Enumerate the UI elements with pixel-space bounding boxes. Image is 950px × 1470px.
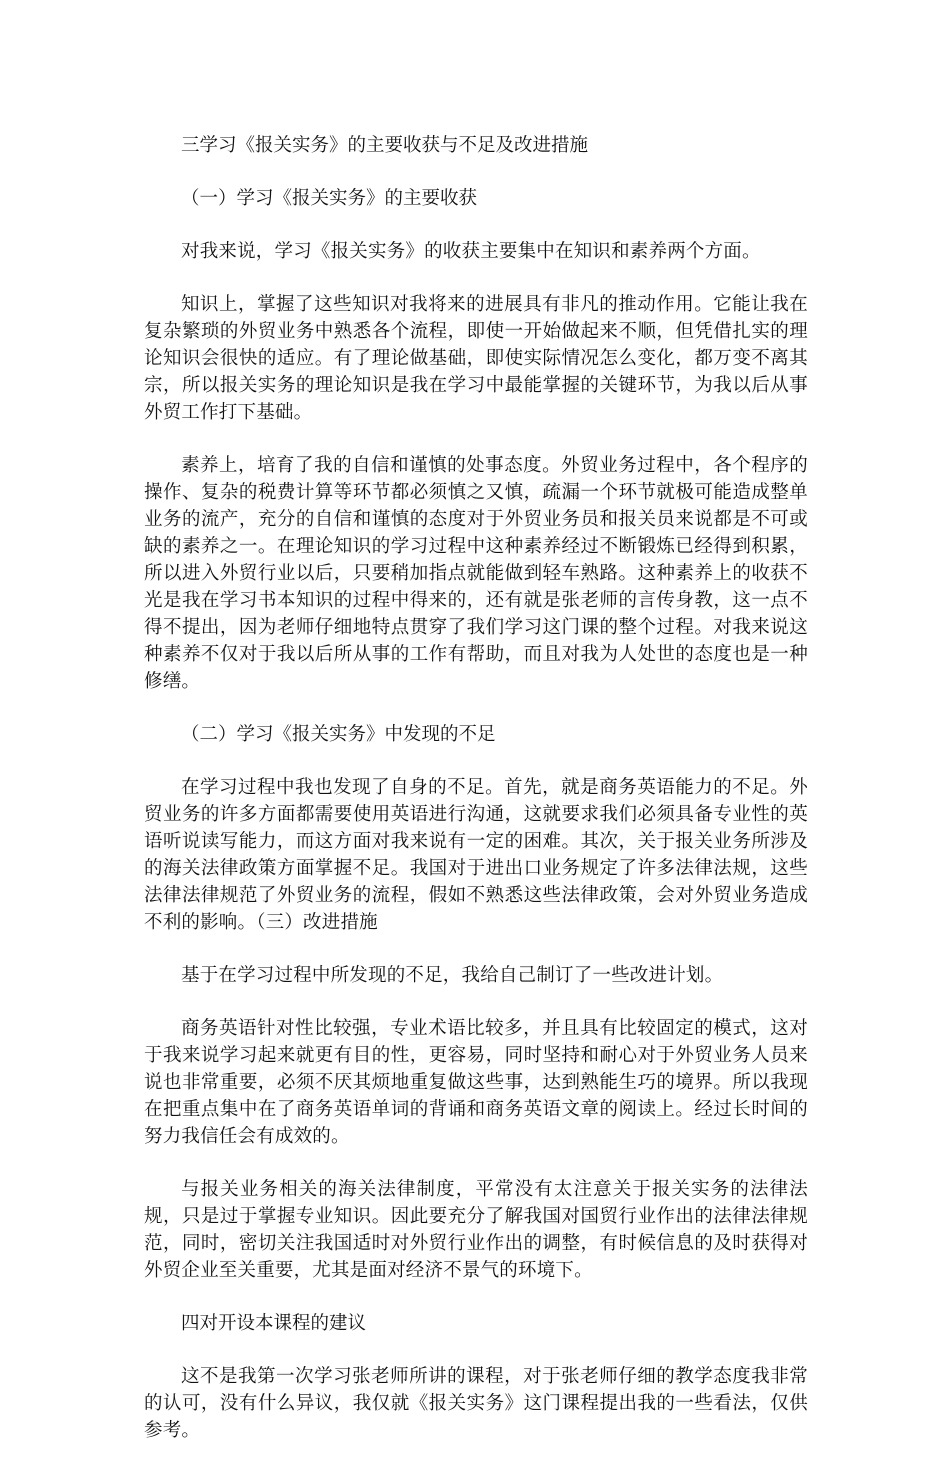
section-heading-three: 三学习《报关实务》的主要收获与不足及改进措施 — [181, 135, 589, 156]
paragraph-shortcomings: 在学习过程中我也发现了自身的不足。首先，就是商务英语能力的不足。外贸业务的许多方面都需要使用英语进行沟通，这就要求我们必须具备专业性的英语听说读写能力，而这方面对我来说有一定的困难。其次，关于报关业务所涉及的海关法律政策方面掌握不足。我国对于进出口业务规定了许多法律法规，这些法律法律规范了外贸业务的流程，假如不熟悉这些法律政策，会对外贸业务造成不利的影响。（三）改进措施 — [144, 777, 808, 933]
paragraph-improvement-plan: 基于在学习过程中所发现的不足，我给自己制订了一些改进计划。 — [181, 965, 724, 986]
paragraph-gains-intro: 对我来说，学习《报关实务》的收获主要集中在知识和素养两个方面。 — [181, 241, 761, 262]
paragraph-suggestions: 这不是我第一次学习张老师所讲的课程，对于张老师仔细的教学态度我非常的认可，没有什么异议，我仅就《报关实务》这门课程提出我的一些看法，仅供参考。 — [144, 1366, 808, 1441]
section-heading-four: 四对开设本课程的建议 — [181, 1313, 367, 1334]
paragraph-cultivation: 素养上，培育了我的自信和谨慎的处事态度。外贸业务过程中，各个程序的操作、复杂的税费计算等环节都必须慎之又慎，疏漏一个环节就极可能造成整单业务的流产，充分的自信和谨慎的态度对于外贸业务员和报关员来说都是不可或缺的素养之一。在理论知识的学习过程中这种素养经过不断锻炼已经得到积累，所以进入外贸行业以后，只要稍加指点就能做到轻车熟路。这种素养上的收获不光是我在学习书本知识的过程中得来的，还有就是张老师的言传身教，这一点不得不提出，因为老师仔细地特点贯穿了我们学习这门课的整个过程。对我来说这种素养不仅对于我以后所从事的工作有帮助，而且对我为人处世的态度也是一种修缮。 — [144, 455, 808, 692]
document-body — [144, 132, 808, 1470]
paragraph-knowledge: 知识上，掌握了这些知识对我将来的进展具有非凡的推动作用。它能让我在复杂繁琐的外贸业务中熟悉各个流程，即使一开始做起来不顺，但凭借扎实的理论知识会很快的适应。有了理论做基础，即使实际情况怎么变化，都万变不离其宗，所以报关实务的理论知识是我在学习中最能掌握的关键环节，为我以后从事外贸工作打下基础。 — [144, 294, 808, 423]
paragraph-customs-law: 与报关业务相关的海关法律制度，平常没有太注意关于报关实务的法律法规，只是过于掌握专业知识。因此要充分了解我国对国贸行业作出的法律法律规范，同时，密切关注我国适时对外贸行业作出的调整，有时候信息的及时获得对外贸企业至关重要，尤其是面对经济不景气的环境下。 — [144, 1179, 808, 1281]
subsection-heading-gains: （一）学习《报关实务》的主要收获 — [181, 188, 478, 209]
subsection-heading-shortcomings: （二）学习《报关实务》中发现的不足 — [181, 724, 496, 745]
paragraph-business-english: 商务英语针对性比较强，专业术语比较多，并且具有比较固定的模式，这对于我来说学习起来就更有目的性，更容易，同时坚持和耐心对于外贸业务人员来说也非常重要，必须不厌其烦地重复做这些事，达到熟能生巧的境界。所以我现在把重点集中在了商务英语单词的背诵和商务英语文章的阅读上。经过长时间的努力我信任会有成效的。 — [144, 1018, 808, 1147]
